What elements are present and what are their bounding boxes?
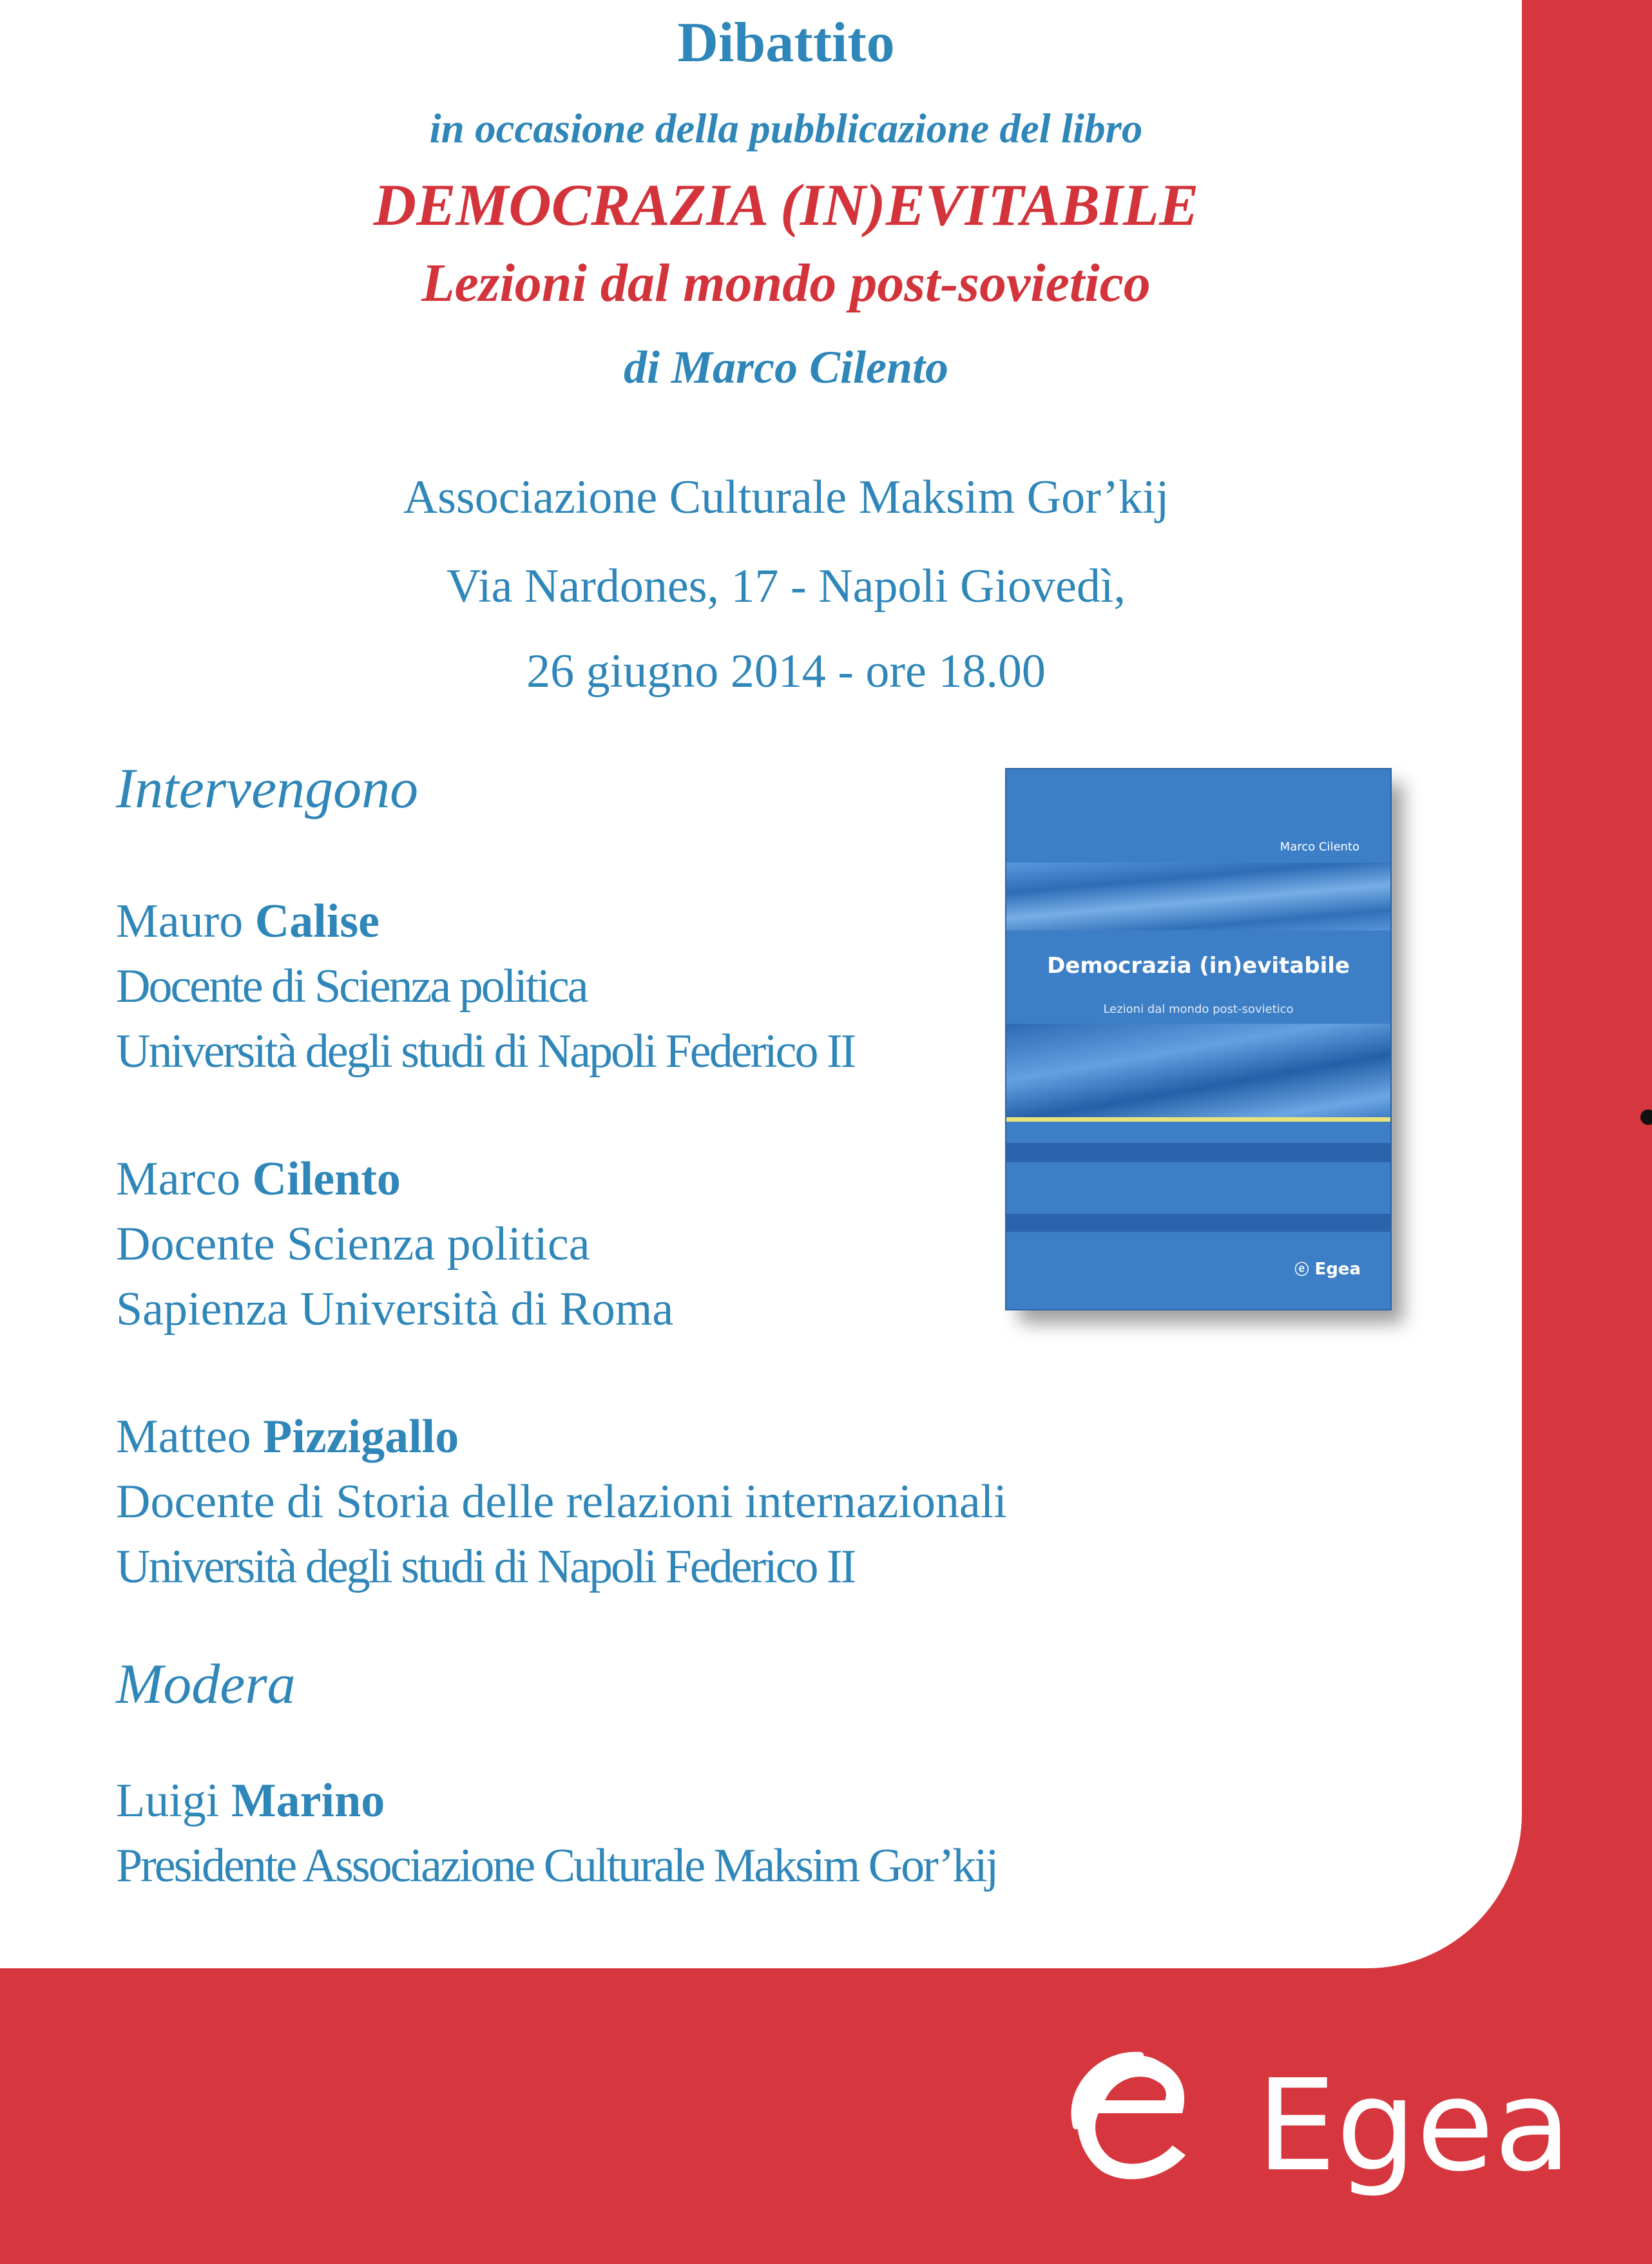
book-cover-image (1005, 768, 1389, 1308)
cover-author: Marco Cilento (1280, 840, 1359, 854)
book-cover (1005, 768, 1392, 1310)
egea-logo (1063, 2049, 1571, 2210)
cover-stripe (1006, 1024, 1390, 1120)
moderator-block (116, 1769, 997, 1899)
cover-stripe (1006, 1214, 1390, 1232)
speakers-heading: Intervengono (116, 758, 419, 820)
speaker-role: Docente Scienza politica (116, 1218, 590, 1271)
event-title: Dibattito (677, 12, 895, 74)
speaker-block (116, 1147, 673, 1342)
cover-accent-line (1006, 1117, 1390, 1122)
book-title: DEMOCRAZIA (IN)EVITABILE (373, 172, 1199, 238)
moderator-name: Luigi Marino (116, 1774, 385, 1827)
occasion-line: in occasione della pubblicazione del libro (429, 106, 1143, 152)
speaker-block (116, 889, 854, 1084)
egea-e-logo-icon (1063, 2049, 1205, 2191)
speaker-block (116, 1405, 1007, 1600)
speaker-role: Docente di Scienza politica (116, 960, 587, 1013)
speaker-role: Docente di Storia delle relazioni internazionali (116, 1475, 1007, 1528)
cover-publisher: ⓔ Egea (1294, 1260, 1361, 1279)
edge-mark (1640, 1109, 1652, 1125)
egea-wordmark: Egea (1256, 2053, 1571, 2200)
cover-subtitle: Lezioni dal mondo post-sovietico (1103, 1002, 1294, 1016)
moderator-role: Presidente Associazione Culturale Maksim Gor’kij (116, 1839, 997, 1892)
venue-name: Associazione Culturale Maksim Gor’kij (403, 471, 1169, 524)
moderator-heading: Modera (116, 1653, 296, 1716)
speaker-name: Mauro Calise (116, 895, 379, 948)
speaker-affiliation: Sapienza Università di Roma (116, 1283, 674, 1336)
speaker-affiliation: Università degli studi di Napoli Federico II (116, 1540, 855, 1593)
speaker-affiliation: Università degli studi di Napoli Federico II (116, 1025, 855, 1078)
cover-stripe (1006, 863, 1390, 930)
book-subtitle: Lezioni dal mondo post-sovietico (421, 253, 1151, 313)
venue-address: Via Nardones, 17 - Napoli Giovedì, (447, 560, 1126, 613)
event-date: 26 giugno 2014 - ore 18.00 (526, 645, 1046, 698)
cover-title: Democrazia (in)evitabile (1047, 953, 1350, 979)
book-author: di Marco Cilento (623, 341, 949, 393)
cover-stripe (1006, 1143, 1390, 1162)
speaker-name: Marco Cilento (116, 1153, 401, 1205)
speaker-name: Matteo Pizzigallo (116, 1410, 459, 1463)
